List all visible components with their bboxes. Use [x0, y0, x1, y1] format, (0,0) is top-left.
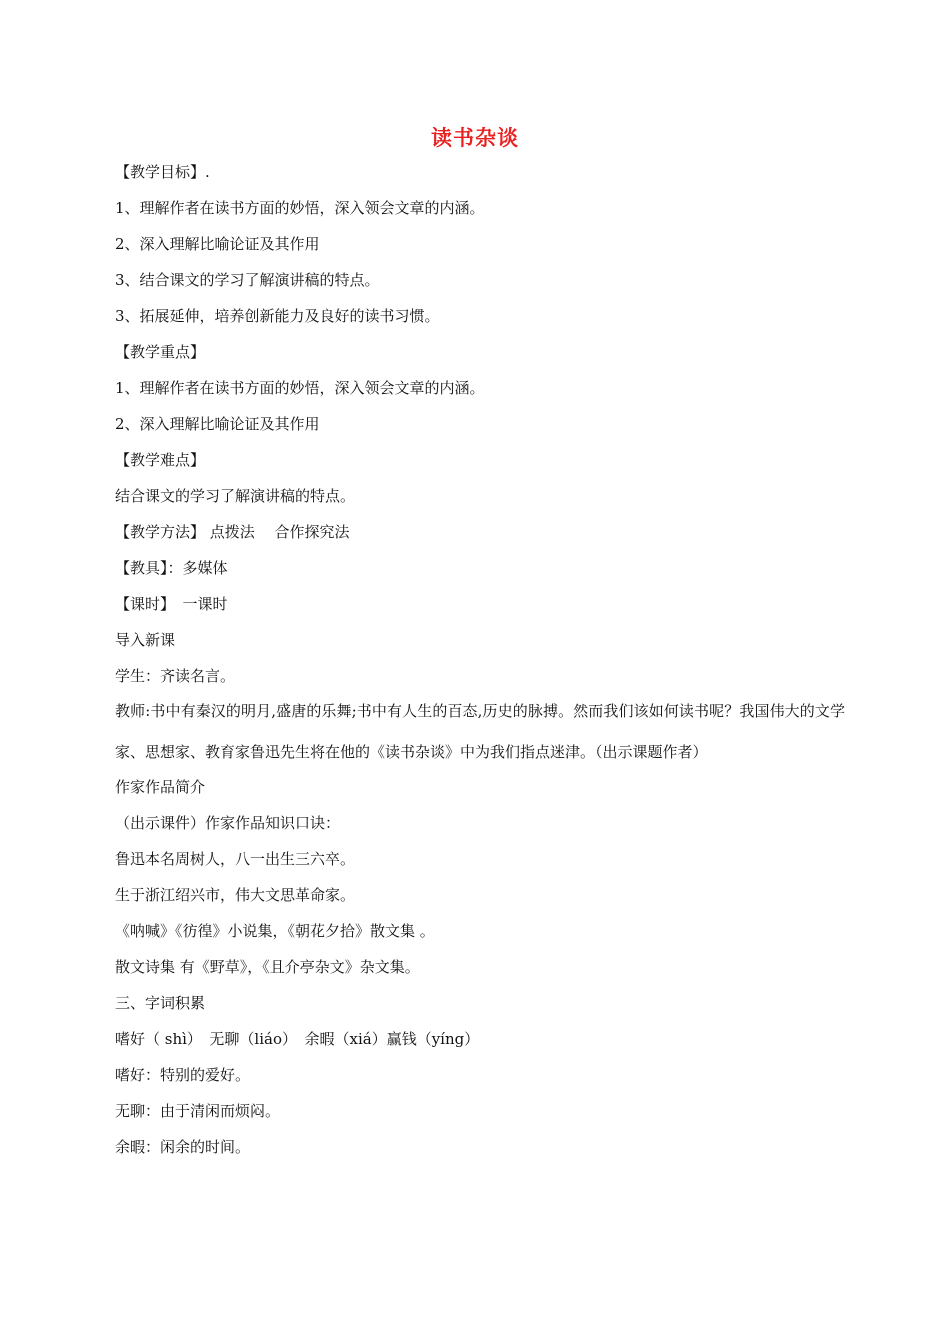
section-heading-difficulties: 【教学难点】 — [115, 451, 206, 469]
objective-item: 3、结合课文的学习了解演讲稿的特点。 — [115, 271, 380, 289]
section-heading-introduction: 导入新课 — [115, 631, 176, 649]
mnemonic-line: 鲁迅本名周树人，八一出生三六卒。 — [115, 850, 356, 868]
mnemonic-line: 生于浙江绍兴市，伟大文思革命家。 — [115, 886, 356, 904]
document-body — [115, 160, 845, 1171]
section-heading-key-points: 【教学重点】 — [115, 343, 206, 361]
key-point-item: 2、深入理解比喻论证及其作用 — [115, 415, 320, 433]
vocabulary-pinyin: 嗜好（ shì） 无聊（liáo） 余暇（xiá）赢钱（yíng） — [115, 1030, 480, 1048]
teaching-methods: 【教学方法】 点拨法 合作探究法 — [115, 523, 350, 541]
key-point-item: 1、理解作者在读书方面的妙悟，深入领会文章的内涵。 — [115, 379, 485, 397]
vocabulary-definition: 无聊：由于清闲而烦闷。 — [115, 1102, 281, 1120]
author-mnemonic-intro: （出示课件）作家作品知识口诀： — [115, 814, 341, 832]
objective-item: 3、拓展延伸，培养创新能力及良好的读书习惯。 — [115, 307, 440, 325]
document-title: 读书杂谈 — [431, 126, 519, 150]
mnemonic-line: 《呐喊》《彷徨》小说集，《朝花夕拾》散文集 。 — [115, 922, 435, 940]
section-heading-author: 作家作品简介 — [115, 778, 206, 796]
objective-item: 2、深入理解比喻论证及其作用 — [115, 235, 320, 253]
objective-item: 1、理解作者在读书方面的妙悟，深入领会文章的内涵。 — [115, 199, 485, 217]
student-activity: 学生：齐读名言。 — [115, 667, 236, 685]
vocabulary-definition: 余暇：闲余的时间。 — [115, 1138, 251, 1156]
section-heading-vocabulary: 三、字词积累 — [115, 994, 206, 1012]
vocabulary-definition: 嗜好：特别的爱好。 — [115, 1066, 251, 1084]
difficulty-item: 结合课文的学习了解演讲稿的特点。 — [115, 487, 356, 505]
mnemonic-line: 散文诗集 有《野草》，《且介亭杂文》杂文集。 — [115, 958, 420, 976]
teaching-aids: 【教具】：多媒体 — [115, 559, 228, 577]
section-heading-objectives: 【教学目标】. — [115, 163, 210, 181]
class-hours: 【课时】 一课时 — [115, 595, 228, 613]
teacher-paragraph: 教师:书中有秦汉的明月,盛唐的乐舞;书中有人生的百态,历史的脉搏。然而我们该如何读书呢？我国伟大的文学家、思想家、教育家鲁迅先生将在他的《读书杂谈》中为我们指点迷津。（出示课题作者） — [115, 702, 845, 761]
